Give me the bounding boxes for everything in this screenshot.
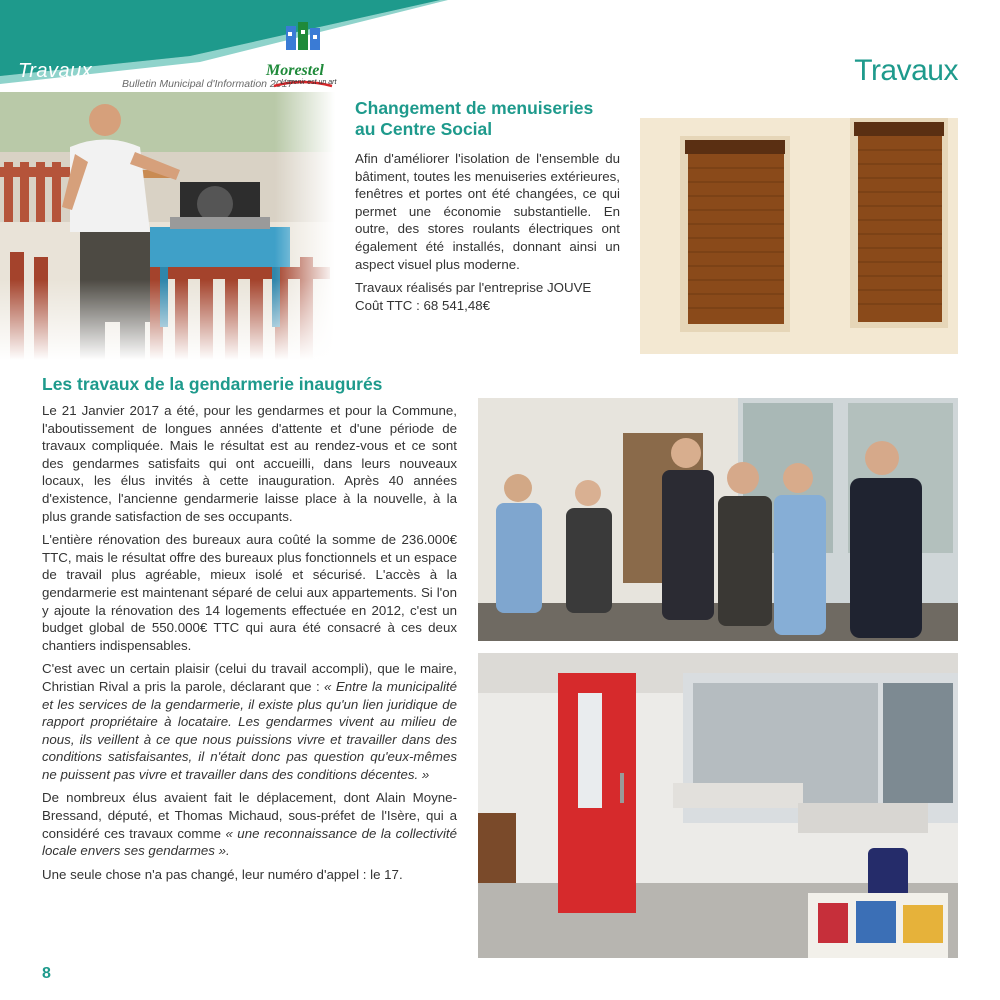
article1-paragraph: Afin d'améliorer l'isolation de l'ensemble du bâtiment, toutes les menuiseries extérieures, fenêtres et portes ont été changées, ce qui permet une économie substantielle. En outre, des stores roulants électriques ont également été installés, donnant ainsi un aspect visuel plus moderne. [355,151,620,272]
article2-title: Les travaux de la gendarmerie inaugurés [42,374,383,394]
section-tag: Travaux [18,60,93,82]
article1-title-line1: Changement de menuiseries [355,98,594,118]
article2-paragraph-4 [42,789,457,859]
article1-title-line2: au Centre Social [355,119,493,139]
shutters-photo [640,118,958,354]
logo-name: Morestel [266,62,324,79]
article2-paragraph-1: Le 21 Janvier 2017 a été, pour les gendarmes et pour la Commune, l'aboutissement de longues années d'attente et d'une période de travaux compliquée. Mais le résultat est au rendez-vous et ce sont des gendarmes satisfaits qui ont accueilli, dans leurs nouveaux locaux, les élus invités à cette inauguration. Après 40 années d'existence, l'ancienne gendarmerie laisse place à la nouvelle, à la plus grande satisfaction de ses occupants. [42,403,457,524]
article2-paragraph-5: Une seule chose n'a pas changé, leur numéro d'appel : le 17. [42,866,403,882]
article2-paragraph-2: L'entière rénovation des bureaux aura coûté la somme de 236.000€ TTC, mais le résultat offre des bureaux plus fonctionnels et un espace de travail plus agréable, mieux isolé et sécurisé. L'accès à la gendarmerie est maintenant séparé de celui aux appartements. Si l'on y ajoute la rénovation des 14 logements effectuée en 2012, c'est un budget global de 550.000€ TTC qui aura été consacré à ces deux chantiers indispensables. [42,532,457,653]
article1-cost: Coût TTC : 68 541,48€ [355,297,491,313]
logo-slogan: L'avenir est un art [281,79,337,86]
office-interior-photo [478,653,958,958]
page-number: 8 [42,965,51,982]
gendarmes-group-photo [478,398,958,641]
article1-title [355,98,635,140]
article2-p3-quote: « Entre la municipalité et les services de la gendarmerie, il existe plus qu'un lien juridique de rapport propriétaire à locataire. Les gendarmes vivent au milieu de nous, ils veillent à ce que nous puissions vivre et travailler dans des conditions satisfaisantes, il n'était donc pas question qu'eux-mêmes ne puissent pas vivre et travailler dans des conditions décentes. » [42,678,457,782]
carpenter-photo [0,92,335,360]
article2-paragraph-3 [42,660,457,783]
article2-p4-intro: De nombreux élus avaient fait le déplacement, dont Alain Moyne-Bressand, député, et Thomas Michaud, sous-préfet de l'Isère, qui a considéré ces travaux comme [42,790,457,841]
article1-body [355,150,620,314]
page-title: Travaux [854,54,958,87]
article2-p3-intro: C'est avec un certain plaisir (celui du travail accompli), que le maire, Christian Rival a pris la parole, déclarant que : [42,661,457,694]
article2-p4-quote: « une reconnaissance de la collectivité locale envers ses gendarmes ». [42,825,457,859]
article1-contractor: Travaux réalisés par l'entreprise JOUVE [355,280,592,296]
article2-body [42,402,457,889]
bulletin-caption: Bulletin Municipal d'Information 2017 [122,78,294,90]
